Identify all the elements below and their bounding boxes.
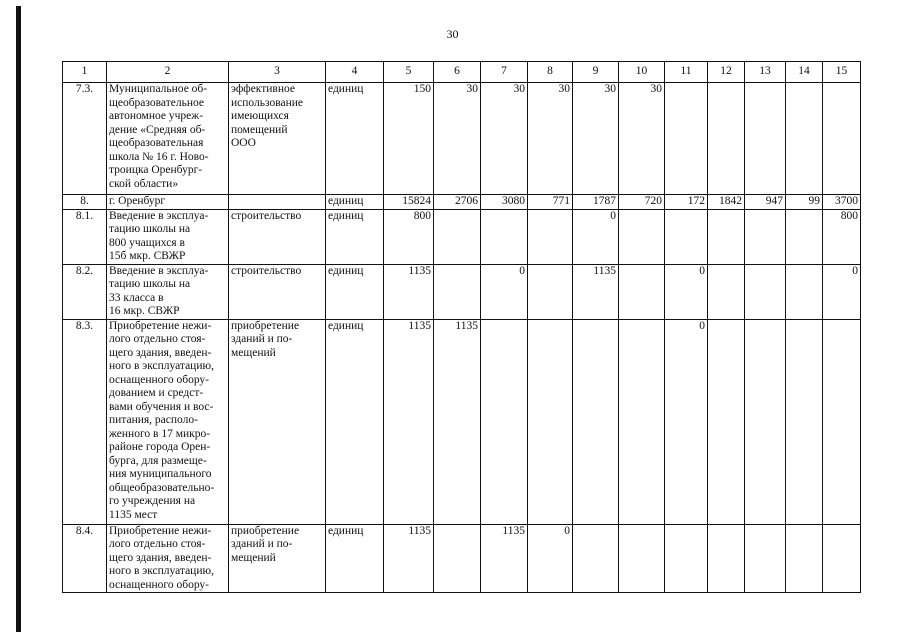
value-cell-text: 30 <box>604 83 616 95</box>
value-cell <box>708 264 745 319</box>
value-cell <box>528 319 573 524</box>
value-cell <box>434 319 481 524</box>
value-cell-text: 0 <box>852 264 858 277</box>
value-cell-text: 0 <box>564 524 570 537</box>
value-cell <box>528 83 573 195</box>
row-action-cell-text: приобретение зданий и по- мещений <box>231 524 300 564</box>
row-unit-cell <box>326 264 384 319</box>
value-cell <box>619 524 665 593</box>
value-cell <box>619 319 665 524</box>
value-cell-text: 0 <box>519 264 525 277</box>
value-cell <box>384 209 434 264</box>
row-action-cell-text: приобретение зданий и по- мещений <box>231 319 300 359</box>
value-cell <box>745 209 786 264</box>
value-cell-text: 30 <box>513 83 525 95</box>
table-row <box>63 195 861 210</box>
row-index-cell-text: 8.3. <box>75 319 94 332</box>
value-cell-text: 30 <box>558 83 570 95</box>
indicator-table <box>62 61 861 593</box>
table-row <box>63 83 861 195</box>
value-cell <box>786 264 823 319</box>
value-cell <box>823 264 861 319</box>
value-cell-text: 99 <box>808 195 820 207</box>
row-action-cell <box>229 209 326 264</box>
row-name-cell <box>107 319 229 524</box>
value-cell-text: 800 <box>840 209 858 222</box>
value-cell-text: 1135 <box>455 319 478 332</box>
header-cell: 4 <box>326 62 384 83</box>
value-cell <box>619 83 665 195</box>
value-cell <box>665 195 708 210</box>
value-cell-text: 1787 <box>593 195 616 207</box>
row-unit-cell <box>326 83 384 195</box>
value-cell <box>573 524 619 593</box>
value-cell <box>786 195 823 210</box>
value-cell <box>528 524 573 593</box>
row-name-cell <box>107 209 229 264</box>
value-cell <box>481 264 528 319</box>
value-cell <box>823 195 861 210</box>
value-cell <box>708 195 745 210</box>
value-cell <box>786 319 823 524</box>
value-cell-text: 3080 <box>502 195 525 207</box>
value-cell <box>384 264 434 319</box>
value-cell <box>786 209 823 264</box>
row-name-cell <box>107 83 229 195</box>
header-cell: 8 <box>528 62 573 83</box>
row-name-cell-text: Муниципальное об- щеобразовательное автономное учреж- дение «Средняя об- щеобразовательная школа № 16 г. Ново- троицка Оренбург- ской области» <box>109 83 209 190</box>
value-cell <box>573 209 619 264</box>
value-cell <box>708 319 745 524</box>
value-cell <box>434 524 481 593</box>
table-row <box>63 524 861 593</box>
value-cell <box>481 195 528 210</box>
value-cell-text: 0 <box>699 264 705 277</box>
value-cell <box>481 83 528 195</box>
row-unit-cell-text: единиц <box>328 195 364 207</box>
table-body <box>63 62 861 593</box>
value-cell-text: 947 <box>765 195 783 207</box>
table-row <box>63 264 861 319</box>
row-action-cell-text: эффективное использование имеющихся помещений ООО <box>231 83 304 149</box>
value-cell-text: 30 <box>650 83 662 95</box>
value-cell-text: 1135 <box>502 524 525 537</box>
row-index-cell <box>63 209 107 264</box>
value-cell <box>665 524 708 593</box>
header-cell: 5 <box>384 62 434 83</box>
row-index-cell-text: 8. <box>80 195 89 207</box>
row-name-cell-text: Введение в эксплуа- тацию школы на 800 учащихся в 15б мкр. СВЖР <box>109 209 209 262</box>
row-unit-cell-text: единиц <box>328 264 364 277</box>
value-cell <box>745 264 786 319</box>
value-cell <box>434 264 481 319</box>
value-cell <box>573 319 619 524</box>
value-cell-text: 1135 <box>408 319 431 332</box>
header-cell: 3 <box>229 62 326 83</box>
header-cell: 1 <box>63 62 107 83</box>
header-row <box>63 62 861 83</box>
value-cell <box>528 264 573 319</box>
value-cell <box>745 524 786 593</box>
value-cell <box>823 524 861 593</box>
row-action-cell <box>229 195 326 210</box>
value-cell-text: 172 <box>687 195 705 207</box>
row-name-cell <box>107 264 229 319</box>
row-action-cell <box>229 83 326 195</box>
value-cell <box>786 83 823 195</box>
header-cell: 7 <box>481 62 528 83</box>
value-cell-text: 1135 <box>593 264 616 277</box>
value-cell-text: 0 <box>610 209 616 222</box>
row-name-cell-text: Приобретение нежи- лого отдельно стоя- щего здания, введен- ного в эксплуатацию, оснащенного обору- <box>109 524 214 591</box>
row-action-cell-text: строительство <box>231 209 302 222</box>
row-index-cell-text: 7.3. <box>75 83 94 95</box>
value-cell <box>823 209 861 264</box>
value-cell <box>823 319 861 524</box>
row-action-cell-text: строительство <box>231 264 302 277</box>
header-cell: 6 <box>434 62 481 83</box>
row-unit-cell-text: единиц <box>328 319 364 332</box>
value-cell-text: 720 <box>644 195 662 207</box>
value-cell-text: 0 <box>699 319 705 332</box>
value-cell <box>708 209 745 264</box>
header-cell: 12 <box>708 62 745 83</box>
header-cell: 11 <box>665 62 708 83</box>
value-cell <box>619 209 665 264</box>
value-cell <box>384 195 434 210</box>
row-unit-cell <box>326 524 384 593</box>
row-name-cell <box>107 524 229 593</box>
value-cell-text: 800 <box>413 209 431 222</box>
value-cell <box>434 195 481 210</box>
table-row <box>63 209 861 264</box>
row-index-cell <box>63 524 107 593</box>
value-cell-text: 1842 <box>719 195 742 207</box>
value-cell <box>528 209 573 264</box>
page-number: 30 <box>446 27 459 41</box>
value-cell-text: 3700 <box>835 195 858 207</box>
row-name-cell-text: г. Оренбург <box>109 195 166 207</box>
value-cell <box>573 195 619 210</box>
value-cell <box>745 195 786 210</box>
value-cell <box>573 83 619 195</box>
row-index-cell-text: 8.2. <box>75 264 94 277</box>
value-cell <box>823 83 861 195</box>
row-index-cell <box>63 264 107 319</box>
value-cell <box>481 319 528 524</box>
row-unit-cell-text: единиц <box>328 209 364 222</box>
table-row <box>63 319 861 524</box>
value-cell <box>619 195 665 210</box>
value-cell <box>745 83 786 195</box>
row-name-cell-text: Введение в эксплуа- тацию школы на 33 класса в 16 мкр. СВЖР <box>109 264 209 317</box>
value-cell <box>665 264 708 319</box>
value-cell <box>434 209 481 264</box>
value-cell <box>745 319 786 524</box>
scan-edge-bar <box>16 6 21 632</box>
header-cell: 10 <box>619 62 665 83</box>
value-cell <box>665 319 708 524</box>
row-name-cell <box>107 195 229 210</box>
value-cell <box>384 319 434 524</box>
row-index-cell-text: 8.4. <box>75 524 94 537</box>
row-index-cell <box>63 319 107 524</box>
value-cell <box>573 264 619 319</box>
row-unit-cell <box>326 209 384 264</box>
value-cell <box>434 83 481 195</box>
row-unit-cell-text: единиц <box>328 524 364 537</box>
row-index-cell <box>63 83 107 195</box>
row-unit-cell <box>326 319 384 524</box>
value-cell-text: 1135 <box>408 524 431 537</box>
header-cell: 15 <box>823 62 861 83</box>
row-action-cell <box>229 264 326 319</box>
value-cell <box>708 83 745 195</box>
row-name-cell-text: Приобретение нежи- лого отдельно стоя- щего здания, введен- ного в эксплуатацию, оснащенного обору- дованием и средст- вами обучения и вос- питания, располо- женного в 17 микро- районе города Орен- бурга, для размеще- ния муниципального общеобразовательно- го учреждения на 1135 мест <box>109 319 215 521</box>
header-cell: 2 <box>107 62 229 83</box>
header-cell: 9 <box>573 62 619 83</box>
value-cell-text: 1135 <box>408 264 431 277</box>
value-cell <box>619 264 665 319</box>
value-cell <box>384 524 434 593</box>
header-cell: 13 <box>745 62 786 83</box>
row-index-cell <box>63 195 107 210</box>
value-cell <box>665 209 708 264</box>
value-cell <box>384 83 434 195</box>
row-index-cell-text: 8.1. <box>75 209 94 222</box>
value-cell <box>481 524 528 593</box>
value-cell <box>708 524 745 593</box>
value-cell <box>481 209 528 264</box>
value-cell-text: 30 <box>466 83 478 95</box>
row-action-cell <box>229 524 326 593</box>
row-unit-cell <box>326 195 384 210</box>
header-cell: 14 <box>786 62 823 83</box>
value-cell-text: 15824 <box>402 195 431 207</box>
value-cell <box>665 83 708 195</box>
value-cell-text: 2706 <box>455 195 478 207</box>
value-cell-text: 771 <box>552 195 570 207</box>
value-cell <box>786 524 823 593</box>
value-cell-text: 150 <box>413 83 431 95</box>
row-unit-cell-text: единиц <box>328 83 364 95</box>
value-cell <box>528 195 573 210</box>
row-action-cell <box>229 319 326 524</box>
